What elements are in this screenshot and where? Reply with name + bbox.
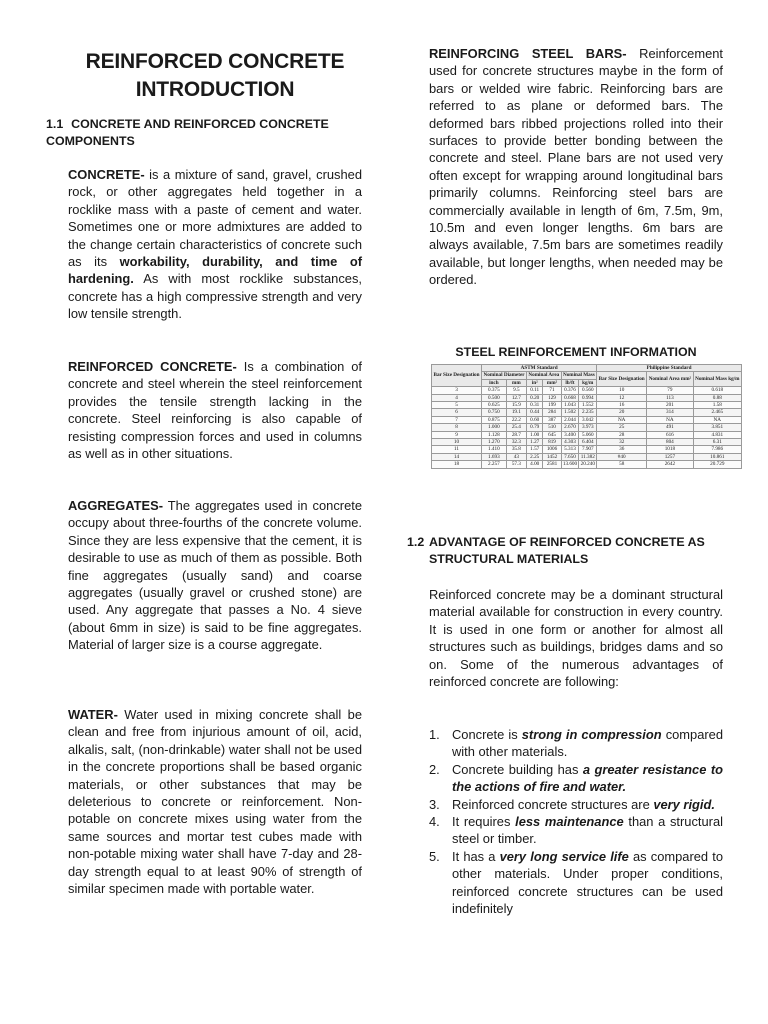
table-cell: 0.750	[482, 409, 507, 416]
table-cell: 28	[597, 431, 647, 438]
table-cell: 7	[432, 416, 482, 423]
table-cell: 284	[543, 409, 561, 416]
table-cell: 2.465	[693, 409, 741, 416]
table-cell: 20	[597, 409, 647, 416]
table-cell: 199	[543, 402, 561, 409]
table-cell: 2.670	[561, 424, 579, 431]
table-cell: 13.600	[562, 461, 578, 468]
table-cell: 8	[432, 424, 482, 431]
water-text: Water used in mixing concrete shall be clean and free from injurious amount of oil, acid, alkalis, salt, (non-drinkable) water shall not be used in the concrete proportions shall be based organic materials, or other substances that may be deleterious to concrete or reinforcement. Non-potable on concrete mixes using water from the same sources and mortar test cubes made with non-potable mixing water shall have 7-day and 28-day strength equal to at least 90% of strength of similar specimen made with portable water.	[68, 707, 362, 897]
table-cell: 1.128	[482, 431, 507, 438]
header-bar-size: Bar Size Designation	[432, 365, 482, 387]
table-cell: 6	[432, 409, 482, 416]
table-cell: 0.376	[561, 387, 579, 394]
table-cell: 32.3	[506, 439, 526, 446]
reinforced-concrete-paragraph	[68, 358, 362, 462]
table-cell: 12	[597, 394, 647, 401]
table-cell: 10	[432, 439, 482, 446]
table-cell: NA	[597, 416, 647, 423]
concrete-paragraph	[68, 166, 362, 323]
section-1-2-heading	[407, 534, 725, 568]
steel-table-title: STEEL REINFORCEMENT INFORMATION	[455, 345, 697, 359]
table-cell: 5.060	[579, 431, 597, 438]
table-cell: 0.11	[527, 387, 543, 394]
table-cell: 387	[543, 416, 561, 423]
advantages-list	[429, 726, 723, 917]
table-row	[432, 409, 742, 416]
table-cell: 5.313	[561, 446, 579, 453]
table-cell: 510	[543, 424, 561, 431]
table-cell: 16	[597, 402, 647, 409]
list-item	[429, 761, 723, 796]
table-cell: 1.043	[561, 402, 579, 409]
table-cell: 113	[647, 394, 693, 401]
aggregates-term: AGGREGATES-	[68, 498, 164, 513]
table-cell: 14	[432, 453, 482, 460]
table-row	[432, 416, 742, 423]
table-cell: 1.00	[527, 431, 543, 438]
steel-table-body	[432, 387, 742, 468]
table-cell: 9	[432, 431, 482, 438]
table-cell: 1.502	[561, 409, 579, 416]
list-item-text-end: as compared to other materials. Under proper conditions, reinforced concrete structures can be used indefinitely	[452, 848, 723, 917]
table-cell: 6.404	[579, 439, 597, 446]
table-cell: 3.973	[579, 424, 597, 431]
table-cell: 0.31	[527, 402, 543, 409]
aggregates-paragraph	[68, 497, 362, 654]
title-line-2: INTRODUCTION	[135, 78, 295, 101]
list-item-emphasis: strong in compression	[521, 727, 662, 742]
table-cell: 57.3	[506, 461, 526, 468]
reinforced-concrete-term: REINFORCED CONCRETE-	[68, 359, 237, 374]
list-item-text: Reinforced concrete structures are	[452, 796, 654, 812]
table-cell: 0.625	[482, 402, 507, 409]
list-item	[429, 726, 723, 761]
table-cell: 4	[432, 394, 482, 401]
table-cell: 1018	[647, 446, 693, 453]
table-cell: 1.27	[527, 439, 543, 446]
table-cell: 0.668	[561, 394, 579, 401]
list-item-text: Concrete is	[452, 727, 522, 742]
table-cell: 4.00	[527, 461, 543, 468]
header-philippine: Philippine Standard	[597, 365, 742, 372]
table-cell: 1.552	[579, 402, 597, 409]
steel-bars-term: REINFORCING STEEL BARS-	[429, 46, 627, 61]
advantage-intro: Reinforced concrete may be a dominant structural material available for construction in every country. It is used in one form or another for almost all structures such as buildings, bridges dams and so on. Some of the numerous advantages of reinforced concrete are following:	[429, 587, 723, 690]
table-row	[432, 446, 742, 453]
list-item	[429, 848, 723, 918]
list-item-text-end: compared with other materials.	[452, 727, 724, 760]
table-cell: 12.7	[506, 394, 526, 401]
section-1-1-title: CONCRETE AND REINFORCED CONCRETE COMPONENTS	[46, 117, 329, 148]
table-cell: 0.60	[527, 416, 543, 423]
unit-lbft: lb/ft	[561, 379, 579, 386]
table-cell: 1.57	[527, 446, 543, 453]
list-item-emphasis: a greater resistance to the actions of fire and water.	[452, 761, 723, 795]
table-cell: 7.650	[561, 453, 579, 460]
aggregates-text: The aggregates used in concrete occupy about three-fourths of the concrete volume. Since they are less expensive that the cement, it is desirable to use as much of them as possible. Both fine aggregates (usually sand) and coarse aggregates (usually gravel or crushed stone) are used. Any aggregate that passes a No. 4 sieve (about 6mm in size) is said to be fine aggregates. Material of larger size is a course aggregate.	[68, 498, 362, 653]
table-cell: 0.44	[527, 409, 543, 416]
table-row	[432, 394, 742, 401]
table-cell: 0.560	[579, 387, 597, 394]
table-cell: 1.693	[482, 453, 507, 460]
table-cell: 4.303	[561, 439, 579, 446]
table-cell: 645	[543, 431, 561, 438]
concrete-term: CONCRETE-	[68, 167, 145, 182]
table-cell: NA	[693, 416, 741, 423]
steel-reinforcement-table	[431, 364, 742, 469]
table-cell: 11.382	[580, 453, 595, 460]
table-cell: 15.9	[506, 402, 526, 409]
table-row	[432, 453, 742, 460]
header-ph-mass: Nominal Mass kg/m	[693, 372, 741, 387]
unit-kgm: kg/m	[579, 379, 597, 386]
table-cell: 0.875	[482, 416, 507, 423]
list-item	[429, 796, 723, 813]
table-cell: 25	[597, 424, 647, 431]
table-cell: 0.618	[693, 387, 741, 394]
list-item-text: Concrete building has	[452, 761, 583, 777]
table-cell: 129	[543, 394, 561, 401]
table-row	[432, 424, 742, 431]
list-item-text: It has a	[452, 848, 500, 864]
table-cell: 3.400	[561, 431, 579, 438]
table-cell: 18	[432, 461, 482, 468]
table-cell: 35.8	[506, 446, 526, 453]
table-cell: 1006	[543, 446, 561, 453]
table-cell: 0.88	[693, 394, 741, 401]
table-row	[432, 402, 742, 409]
table-cell: 20.240	[580, 461, 595, 468]
table-cell: 6.31	[693, 439, 741, 446]
concrete-text-2: As with most rocklike substances, concrete has a high compressive strength and very low tensile strength.	[68, 271, 362, 322]
table-cell: 0.994	[579, 394, 597, 401]
section-1-1-heading	[46, 116, 364, 150]
table-cell: 1.410	[482, 446, 507, 453]
list-item-number: 1.	[429, 727, 440, 742]
table-cell: 0.20	[527, 394, 543, 401]
table-cell: 32	[597, 439, 647, 446]
table-cell: 0.79	[527, 424, 543, 431]
list-item-number: 3.	[429, 796, 440, 812]
table-row	[432, 439, 742, 446]
list-item-emphasis: less maintenance	[515, 814, 624, 830]
list-item-number: 2.	[429, 761, 440, 777]
unit-mm: mm	[506, 379, 526, 386]
table-cell: 1452	[543, 453, 561, 460]
table-cell: 0.375	[482, 387, 507, 394]
table-cell: 22.2	[506, 416, 526, 423]
header-nominal-area: Nominal Area	[528, 372, 560, 379]
table-cell: 2581	[543, 461, 561, 468]
table-cell: 3.042	[579, 416, 597, 423]
unit-inch: inch	[482, 379, 507, 386]
table-cell: 1257	[647, 453, 693, 460]
header-astm: ASTM Standard	[482, 365, 597, 372]
table-cell: 20.729	[693, 461, 741, 468]
table-cell: 804	[647, 439, 693, 446]
table-cell: 3	[432, 387, 482, 394]
section-1-2-number: 1.2	[407, 535, 425, 549]
concrete-text-1: is a mixture of sand, gravel, crushed rock, or other aggregates held together in a rocklike mass with a paste of cement and water. Sometimes one or more admixtures are added to the change certain characteristics of concrete such as its	[68, 167, 362, 270]
table-cell: 58	[597, 461, 647, 468]
table-cell: 7.907	[579, 446, 597, 453]
list-item-emphasis: very rigid.	[653, 796, 715, 812]
table-cell: 19.1	[506, 409, 526, 416]
steel-bars-paragraph	[429, 45, 723, 289]
table-cell: 79	[647, 387, 693, 394]
table-cell: NA	[647, 416, 693, 423]
unit-in2: in²	[527, 379, 543, 386]
header-nominal-mass: Nominal Mass	[562, 372, 595, 379]
table-cell: 616	[647, 431, 693, 438]
steel-bars-text: Reinforcement used for concrete structures maybe in the form of bars or welded wire fabric. Reinforcing bars are referred to as plane or deformed bars. The deformed bars ribbed projections rolled into their surfaces to provide better bonding between the concrete and steel. Plane bars are not used very often except for wrapping around longitudinal bars primarily columns. Reinforcing steel bars are commercially available in length of 6m, 7.5m, 9m, 10.5m and even longer lengths. 6m bars are always available, 7.5m bars are sometimes readily available, but longer lengths, when needed may be ordered.	[429, 46, 723, 288]
table-cell: 11	[432, 446, 482, 453]
table-cell: 819	[543, 439, 561, 446]
table-row	[432, 461, 742, 468]
table-cell: 10.861	[693, 453, 741, 460]
header-nominal-diameter: Nominal Diameter	[483, 372, 525, 379]
table-cell: 36	[597, 446, 647, 453]
table-cell: 10	[597, 387, 647, 394]
header-ph-bar-size: Bar Size Designation	[597, 372, 647, 387]
table-cell: 9.5	[506, 387, 526, 394]
header-ph-area: Nominal Area mm²	[647, 372, 693, 387]
section-1-2-title: ADVANTAGE OF REINFORCED CONCRETE AS STRUCTURAL MATERIALS	[429, 535, 705, 566]
table-cell: 7.986	[693, 446, 741, 453]
table-cell: 5	[432, 402, 482, 409]
table-row	[432, 431, 742, 438]
list-item	[429, 813, 723, 848]
list-item-number: 4.	[429, 814, 440, 830]
table-cell: 314	[647, 409, 693, 416]
reinforced-concrete-text: Is a combination of concrete and steel wherein the steel reinforcement provides the tensile strength lacking in the concrete. Steel reinforcing is also capable of resisting compression forces and used in columns as well as in other situations.	[68, 359, 363, 462]
table-cell: 1.000	[482, 424, 507, 431]
table-cell: 71	[543, 387, 561, 394]
table-cell: 2.25	[527, 453, 543, 460]
list-item-number: 5.	[429, 848, 440, 864]
list-item-text: It requires	[452, 814, 516, 830]
table-row	[432, 387, 742, 394]
page-title	[60, 48, 370, 104]
table-cell: 43	[506, 453, 526, 460]
table-cell: 2.044	[561, 416, 579, 423]
table-cell: 2.235	[579, 409, 597, 416]
list-item-emphasis: very long service life	[499, 848, 629, 864]
water-term: WATER-	[68, 707, 118, 722]
table-cell: 1.58	[693, 402, 741, 409]
table-cell: #40	[597, 453, 647, 460]
unit-mm2: mm²	[543, 379, 561, 386]
concrete-bold: workability, durability, and time of hardening.	[68, 254, 362, 287]
water-paragraph	[68, 706, 362, 897]
table-cell: 491	[647, 424, 693, 431]
table-cell: 2642	[647, 461, 693, 468]
table-cell: 25.4	[506, 424, 526, 431]
title-line-1: REINFORCED CONCRETE	[85, 50, 345, 73]
table-cell: 1.270	[482, 439, 507, 446]
table-cell: 3.851	[693, 424, 741, 431]
table-cell: 201	[647, 402, 693, 409]
table-cell: 28.7	[506, 431, 526, 438]
section-1-1-number: 1.1	[46, 117, 64, 131]
table-cell: 0.500	[482, 394, 507, 401]
list-item-text-end: than a structural steel or timber.	[452, 814, 723, 847]
table-cell: 4.831	[693, 431, 741, 438]
table-cell: 2.257	[482, 461, 507, 468]
